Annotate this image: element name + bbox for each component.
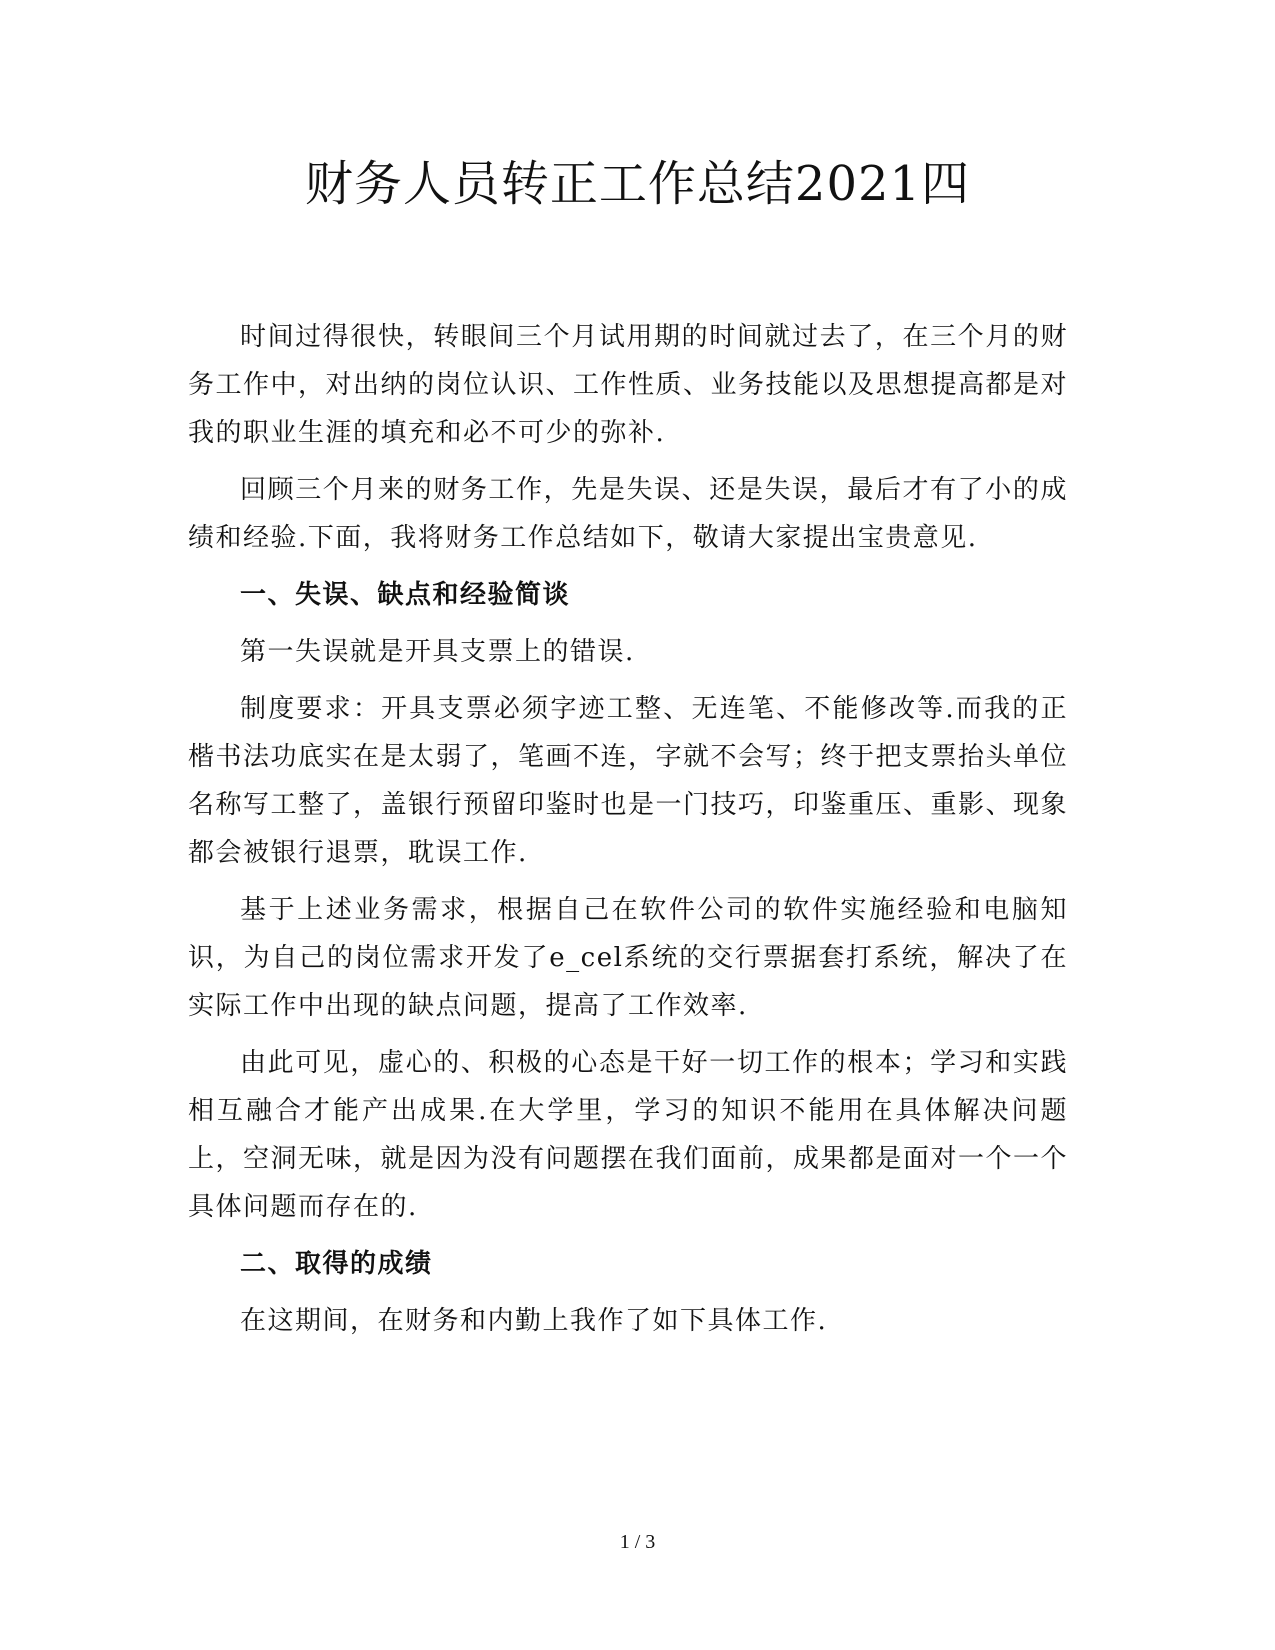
page-number: 1 / 3 (619, 1531, 656, 1553)
paragraph-work-done: 在这期间，在财务和内勤上我作了如下具体工作. (240, 1306, 828, 1336)
section-heading-mistakes: 一、失误、缺点和经验简谈 (240, 580, 571, 610)
paragraph-system-requirements: 制度要求：开具支票必须字迹工整、无连笔、不能修改等.而我的正楷书法功底实在是太弱了，笔画不连，字就不会写；终于把支票抬头单位名称写工整了，盖银行预留印鉴时也是一门技巧，印鉴重压、重影、现象都会被银行退票，耽误工作. (188, 694, 1069, 868)
paragraph-solution: 基于上述业务需求，根据自己在软件公司的软件实施经验和电脑知识，为自己的岗位需求开发了e_cel系统的交行票据套打系统，解决了在实际工作中出现的缺点问题，提高了工作效率. (188, 895, 1068, 1021)
paragraph-intro: 时间过得很快，转眼间三个月试用期的时间就过去了，在三个月的财务工作中，对出纳的岗位认识、工作性质、业务技能以及思想提高都是对我的职业生涯的填充和必不可少的弥补. (188, 322, 1069, 448)
paragraph-conclusion: 由此可见，虚心的、积极的心态是干好一切工作的根本；学习和实践相互融合才能产出成果.在大学里，学习的知识不能用在具体解决问题上，空洞无味，就是因为没有问题摆在我们面前，成果都是面对一个一个具体问题而存在的. (188, 1048, 1069, 1222)
paragraph-review: 回顾三个月来的财务工作，先是失误、还是失误，最后才有了小的成绩和经验.下面，我将财务工作总结如下，敬请大家提出宝贵意见. (188, 475, 1068, 553)
section-heading-achievements: 二、取得的成绩 (240, 1249, 433, 1279)
document-body (188, 313, 1068, 1354)
paragraph-first-mistake: 第一失误就是开具支票上的错误. (240, 637, 635, 667)
page-title: 财务人员转正工作总结2021四 (304, 156, 971, 212)
